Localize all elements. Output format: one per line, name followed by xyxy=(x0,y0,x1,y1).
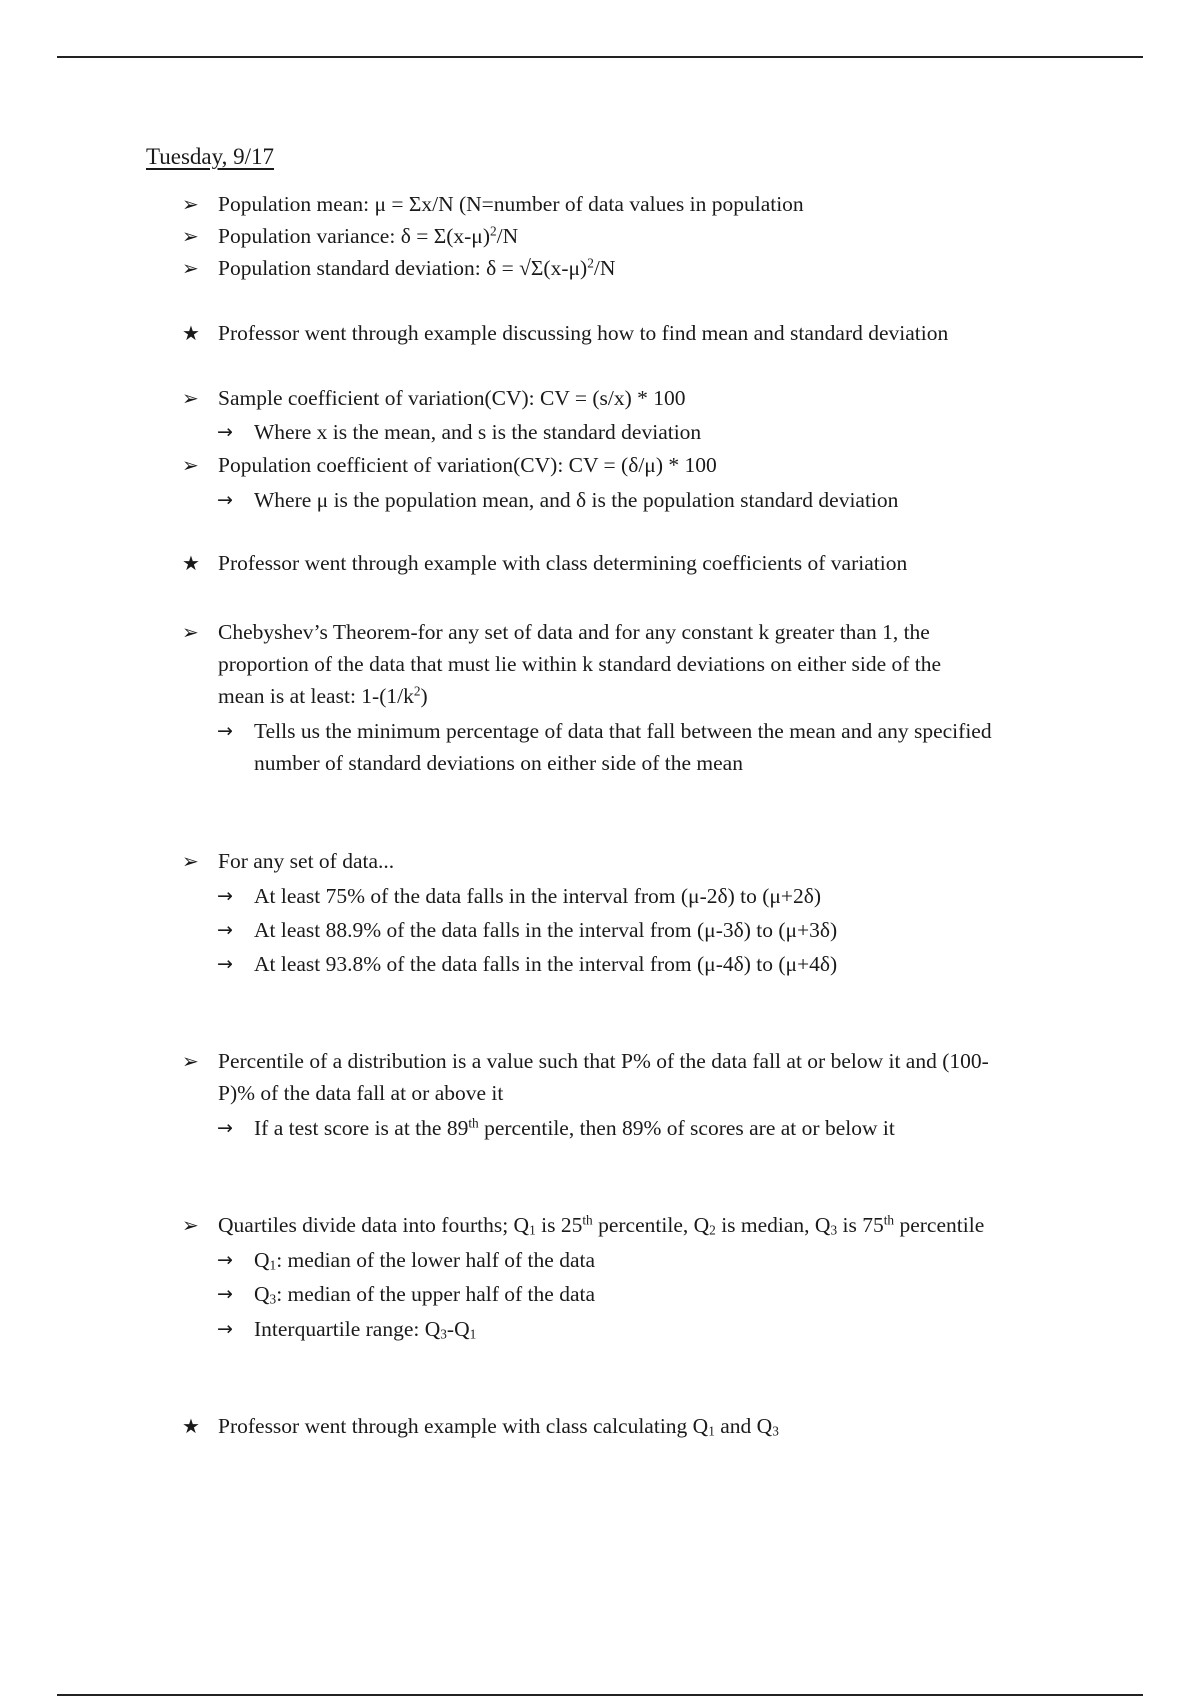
note-star-quartile-example: Professor went through example with class calculating $Q_1$ and $Q_3$ xyxy=(218,1414,779,1439)
note-quartiles: Quartiles divide data into fourths; $Q_1$ is 25th percentile, $Q_2$ is median, $Q_3$ is 75th percentile xyxy=(218,1212,985,1238)
star-icon: ★ xyxy=(182,551,200,575)
right-arrow-icon: → xyxy=(217,953,233,975)
note-any-set-of-data: For any set of data... xyxy=(218,849,395,873)
arrowhead-bullet-icon: ➢ xyxy=(182,1049,199,1073)
note-interquartile-range: Interquartile range: $Q_3-Q_1$ xyxy=(254,1317,477,1342)
note-q1-definition: $Q_1$: median of the lower half of the data xyxy=(254,1248,595,1273)
note-chebyshev-line-1: Chebyshev’s Theorem-for any set of data and for any constant k greater than 1, the xyxy=(218,620,930,644)
note-q3-definition: $Q_3$: median of the upper half of the data xyxy=(254,1282,595,1307)
note-star-mean-sd-example: Professor went through example discussing how to find mean and standard deviation xyxy=(218,321,949,345)
note-population-mean: Population mean: μ = Σx/N (N=number of data values in population xyxy=(218,192,804,216)
right-arrow-icon: → xyxy=(217,1249,233,1271)
arrowhead-bullet-icon: ➢ xyxy=(182,224,199,248)
star-icon: ★ xyxy=(182,1414,200,1438)
note-sample-cv: Sample coefficient of variation(CV): CV = (s/x) * 100 xyxy=(218,386,686,410)
right-arrow-icon: → xyxy=(217,1117,233,1139)
note-star-cv-example: Professor went through example with class determining coefficients of variation xyxy=(218,551,908,575)
right-arrow-icon: → xyxy=(217,1283,233,1305)
note-chebyshev-line-2: proportion of the data that must lie within k standard deviations on either side of the xyxy=(218,652,942,676)
arrowhead-bullet-icon: ➢ xyxy=(182,386,199,410)
note-percentile-line-2: P)% of the data fall at or above it xyxy=(218,1081,504,1105)
arrowhead-bullet-icon: ➢ xyxy=(182,192,199,216)
arrowhead-bullet-icon: ➢ xyxy=(182,620,199,644)
note-population-std-dev: Population standard deviation: $\delta = √\Sigma(x-\mu)^2/N$ xyxy=(218,255,616,280)
note-any-set-2sd: At least 75% of the data falls in the interval from (μ-2δ) to (μ+2δ) xyxy=(254,884,822,908)
right-arrow-icon: → xyxy=(217,1318,233,1340)
top-rule xyxy=(57,56,1143,58)
arrowhead-bullet-icon: ➢ xyxy=(182,1213,199,1237)
arrowhead-bullet-icon: ➢ xyxy=(182,453,199,477)
note-population-variance: Population variance: $\delta = \Sigma(x-\mu)^2/N$ xyxy=(218,223,519,248)
note-chebyshev-detail-2: number of standard deviations on either side of the mean xyxy=(254,751,743,775)
note-chebyshev-detail-1: Tells us the minimum percentage of data that fall between the mean and any specified xyxy=(254,719,992,743)
right-arrow-icon: → xyxy=(217,489,233,511)
right-arrow-icon: → xyxy=(217,919,233,941)
right-arrow-icon: → xyxy=(217,421,233,443)
note-percentile-example: If a test score is at the 89th percentile, then 89% of scores are at or below it xyxy=(254,1115,895,1140)
note-chebyshev-line-3: mean is at least: $1-(1/k^2)$ xyxy=(218,683,428,708)
arrowhead-bullet-icon: ➢ xyxy=(182,256,199,280)
note-any-set-3sd: At least 88.9% of the data falls in the interval from (μ-3δ) to (μ+3δ) xyxy=(254,918,838,942)
note-sample-cv-detail: Where x is the mean, and s is the standard deviation xyxy=(254,420,702,444)
note-any-set-4sd: At least 93.8% of the data falls in the interval from (μ-4δ) to (μ+4δ) xyxy=(254,952,838,976)
note-population-cv: Population coefficient of variation(CV): CV = (δ/μ) * 100 xyxy=(218,453,717,477)
star-icon: ★ xyxy=(182,321,200,345)
page-date-heading: Tuesday, 9/17 xyxy=(146,144,275,169)
right-arrow-icon: → xyxy=(217,885,233,907)
right-arrow-icon: → xyxy=(217,720,233,742)
bottom-rule xyxy=(57,1694,1143,1696)
arrowhead-bullet-icon: ➢ xyxy=(182,849,199,873)
note-percentile-line-1: Percentile of a distribution is a value such that P% of the data fall at or below it and (100- xyxy=(218,1049,989,1073)
note-population-cv-detail: Where μ is the population mean, and δ is the population standard deviation xyxy=(254,488,899,512)
